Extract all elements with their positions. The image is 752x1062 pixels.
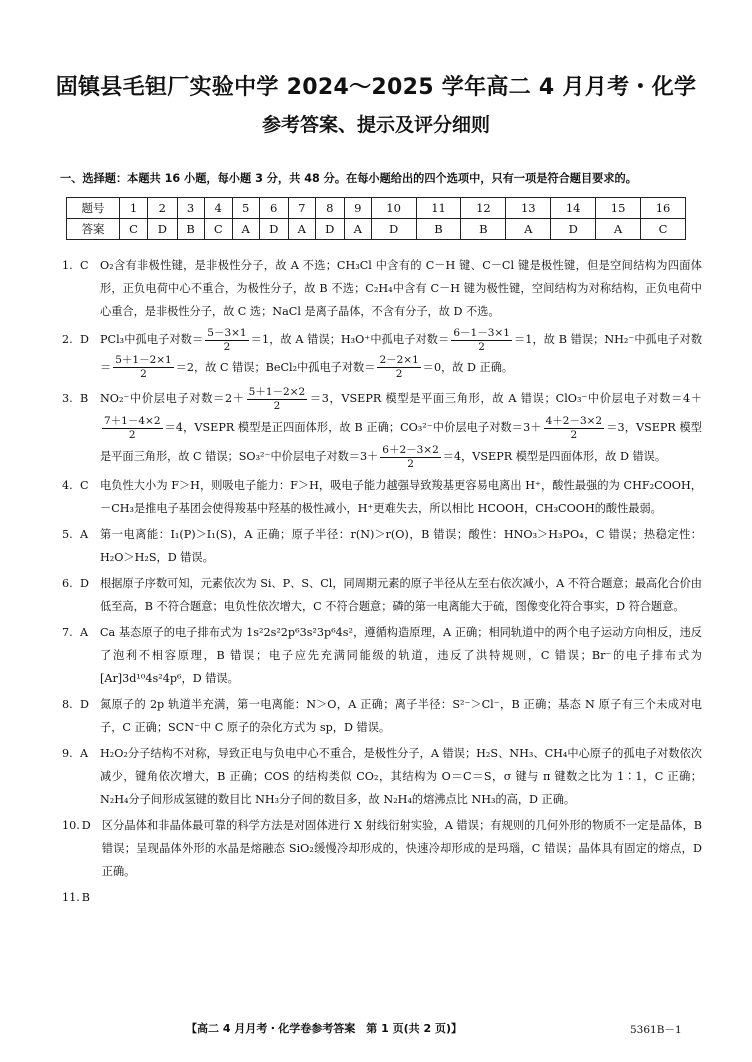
- text-segment: ＝3，VSEPR 模型是平面三角形，故 A 错误；ClO₃⁻中价层电子对数＝4＋: [309, 392, 702, 405]
- question-number: 12: [461, 198, 506, 219]
- item-number: 1.: [62, 259, 73, 272]
- fraction: [380, 444, 441, 471]
- fraction-numerator: 6－1－3×1: [453, 326, 510, 339]
- item-answer: D: [81, 819, 91, 832]
- fraction-numerator: 5＋1－2×2: [248, 385, 306, 398]
- fraction-denominator: 2: [223, 340, 231, 353]
- answer-cell: A: [344, 219, 371, 240]
- item-text: 氮原子的 2p 轨道半充满，第一电离能：N＞O，A 正确；离子半径：S²⁻＞Cl⁻，B 正确；基态 N 原子有三个未成对电子，C 正确；SCN⁻中 C 原子的杂化方式为 sp，D 错误。: [100, 698, 702, 734]
- question-number: 6: [259, 198, 288, 219]
- item-number: 6.: [62, 577, 73, 590]
- explanation-item-11: [62, 886, 702, 909]
- fraction: [205, 327, 248, 354]
- row-label-question: 题号: [67, 198, 120, 219]
- document-code: 5361B－1: [630, 1024, 682, 1036]
- question-number: 9: [344, 198, 371, 219]
- item-number: 3.: [62, 392, 73, 405]
- text-segment: ＝0，故 D 正确。: [422, 360, 514, 374]
- explanation-item-5: [62, 523, 702, 569]
- fraction-numerator: 5＋1－2×1: [115, 354, 172, 366]
- fraction-denominator: 2: [140, 368, 147, 380]
- item-answer: B: [81, 891, 91, 904]
- item-number: 2.: [62, 333, 73, 346]
- answer-cell: B: [177, 219, 204, 240]
- fraction-denominator: 2: [128, 428, 136, 441]
- item-text: 电负性大小为 F＞H，则吸电子能力：F＞H，吸电子能力越强导致羧基更容易电离出 H⁺，酸性最强的为 CHF₂COOH，－CH₃是推电子基团会使得羧基中羟基的极性减小，H⁺更难失去，所以相比 HCOOH，CH₃COOH的酸性最弱。: [100, 479, 702, 515]
- item-text: 区分晶体和非晶体最可靠的科学方法是对固体进行 X 射线衍射实验，A 错误；有规则的几何外形的物质不一定是晶体，B 错误；呈现晶体外形的水晶是熔融态 SiO₂缓慢冷却形成的，快速冷却形成的是玛瑙，C 错误；晶体具有固定的熔点，D 正确。: [101, 819, 702, 878]
- answer-cell: A: [232, 219, 259, 240]
- question-number: 7: [288, 198, 315, 219]
- explanation-item-1: [62, 254, 702, 323]
- explanation-item-9: [62, 742, 702, 811]
- item-text: [102, 886, 702, 909]
- answer-cell: C: [641, 219, 686, 240]
- question-number: 2: [148, 198, 177, 219]
- item-number: 9.: [62, 747, 73, 760]
- item-number: 10.: [62, 819, 80, 832]
- answer-cell: D: [371, 219, 416, 240]
- text-segment: ＝1，故 B 错误；NH₂⁻中孤电子对数＝: [100, 333, 703, 374]
- item-answer: C: [80, 259, 89, 272]
- text-segment: ＝4，VSEPR 模型是正四面体形，故 B 正确；CO₃²⁻中价层电子对数＝3＋: [164, 421, 542, 434]
- fraction-denominator: 2: [273, 399, 281, 412]
- row-label-answer: 答案: [67, 219, 120, 240]
- text-segment: PCl₃中孤电子对数＝: [100, 333, 204, 346]
- fraction-numerator: 7＋1－4×2: [104, 414, 161, 427]
- item-answer: A: [80, 626, 89, 639]
- item-answer: C: [80, 479, 89, 492]
- section-heading: 一、选择题：本题共 16 小题，每小题 3 分，共 48 分。在每小题给出的四个选项中，只有一项是符合题目要求的。: [60, 172, 637, 185]
- answer-cell: B: [416, 219, 461, 240]
- item-answer: D: [80, 577, 89, 590]
- fraction-numerator: 5－3×1: [207, 326, 247, 339]
- item-text: [100, 326, 702, 381]
- item-text: 根据原子序数可知，元素依次为 Si、P、S、Cl，同周期元素的原子半径从左至右依次减小，A 不符合题意；最高化合价由低至高，B 不符合题意；电负性依次增大，C 不符合题意；磷的第一电离能大于硫，图像变化符合事实，D 符合题意。: [100, 577, 702, 613]
- item-answer: D: [80, 333, 89, 346]
- answer-cell: A: [288, 219, 315, 240]
- fraction-denominator: 2: [395, 368, 403, 380]
- text-segment: ＝4，VSEPR 模型是四面体形，故 D 错误。: [442, 450, 667, 463]
- explanation-item-6: [62, 572, 702, 618]
- question-number: 5: [232, 198, 259, 219]
- question-number: 15: [596, 198, 641, 219]
- answer-cell: C: [120, 219, 148, 240]
- item-number: 4.: [62, 479, 73, 492]
- fraction-numerator: 6＋2－3×2: [382, 443, 439, 456]
- explanation-item-3: [62, 384, 702, 471]
- item-text: [100, 384, 702, 471]
- text-segment: ＝1，故 A 错误；H₃O⁺中孤电子对数＝: [250, 333, 450, 346]
- explanation-item-8: [62, 693, 702, 739]
- fraction: [544, 415, 605, 442]
- fraction-numerator: 2－2×1: [379, 354, 419, 366]
- item-text: Ca 基态原子的电子排布式为 1s²2s²2p⁶3s²3p⁶4s²，遵循构造原理，A 正确；相同轨道中的两个电子运动方向相反，违反了泡利不相容原理，B 错误；电子应先充满同能级的轨道，违反了洪特规则，C 错误；Br⁻的电子排布式为[Ar]3d¹⁰4s²4p⁶，D 错误。: [100, 626, 702, 685]
- item-text: 第一电离能：I₁(P)＞I₁(S)，A 正确；原子半径：r(N)＞r(O)，B 错误；酸性：HNO₃＞H₃PO₄，C 错误；热稳定性：H₂O＞H₂S，D 错误。: [100, 528, 702, 564]
- text-segment: NO₂⁻中价层电子对数＝2＋: [100, 392, 245, 405]
- item-answer: A: [80, 747, 89, 760]
- fraction-denominator: 2: [570, 428, 578, 441]
- question-number: 3: [177, 198, 204, 219]
- table-row: [67, 219, 686, 240]
- explanation-item-4: [62, 474, 702, 520]
- fraction: [451, 327, 512, 354]
- page-title: 固镇县毛钽厂实验中学 2024～2025 学年高二 4 月月考・化学: [55, 75, 697, 100]
- explanation-item-10: [62, 814, 702, 883]
- item-number: 5.: [62, 528, 73, 541]
- question-number: 10: [371, 198, 416, 219]
- item-answer: B: [80, 392, 89, 405]
- item-text: H₂O₂分子结构不对称，导致正电与负电中心不重合，是极性分子，A 错误；H₂S、NH₃、CH₄中心原子的孤电子对数依次减少，键角依次增大，B 正确；COS 的结构类似 CO₂，其结构为 O＝C＝S，σ 键与 π 键数之比为 1∶1，C 正确；N₂H₄分子间形成氢键的数目比 NH₃分子间的数目多，故 N₂H₄的熔沸点比 NH₃的高，D 正确。: [100, 747, 702, 806]
- item-number: 7.: [62, 626, 73, 639]
- fraction: [247, 386, 308, 413]
- answer-cell: D: [551, 219, 596, 240]
- item-number: 8.: [62, 698, 73, 711]
- page-footer: 【高二 4 月月考・化学卷参考答案 第 1 页(共 2 页)】: [186, 1022, 462, 1035]
- table-row: [67, 198, 686, 219]
- question-number: 1: [120, 198, 148, 219]
- item-answer: A: [80, 528, 89, 541]
- answer-cell: A: [506, 219, 551, 240]
- question-number: 13: [506, 198, 551, 219]
- explanation-item-7: [62, 621, 702, 690]
- question-number: 14: [551, 198, 596, 219]
- answer-cell: B: [461, 219, 506, 240]
- answer-cell: C: [204, 219, 232, 240]
- question-number: 8: [315, 198, 344, 219]
- page-subtitle: 参考答案、提示及评分细则: [261, 114, 490, 136]
- question-number: 4: [204, 198, 232, 219]
- fraction: [113, 354, 174, 381]
- fraction: [102, 415, 163, 442]
- text-segment: ＝3，VSEPR 模型是平面三角形，故 C 错误；SO₃²⁻中价层电子对数＝3＋: [100, 421, 702, 463]
- fraction-numerator: 4＋2－3×2: [545, 414, 603, 427]
- fraction: [377, 354, 420, 381]
- answer-cell: D: [259, 219, 288, 240]
- explanations: [62, 254, 702, 912]
- fraction-denominator: 2: [407, 457, 414, 470]
- item-answer: D: [80, 698, 89, 711]
- question-number: 16: [641, 198, 686, 219]
- answer-cell: A: [596, 219, 641, 240]
- item-text: O₂含有非极性键，是非极性分子，故 A 不选；CH₃Cl 中含有的 C－H 键、C－Cl 键是极性键，但是空间结构为四面体形，正负电荷中心不重合，为极性分子，故 B 不选；C₂H₄中含有 C－H 键为极性键，空间结构为对称结构，正负电荷中心重合，是非极性分子，故 C 选；NaCl 是离子晶体，不含有分子，故 D 不选。: [100, 259, 702, 318]
- explanation-item-2: [62, 326, 702, 381]
- answer-table: [66, 197, 686, 240]
- question-number: 11: [416, 198, 461, 219]
- answer-cell: D: [315, 219, 344, 240]
- answer-cell: D: [148, 219, 177, 240]
- fraction-denominator: 2: [478, 340, 485, 353]
- item-number: 11.: [62, 891, 80, 904]
- text-segment: ＝2，故 C 错误；BeCl₂中孤电子对数＝: [175, 360, 376, 374]
